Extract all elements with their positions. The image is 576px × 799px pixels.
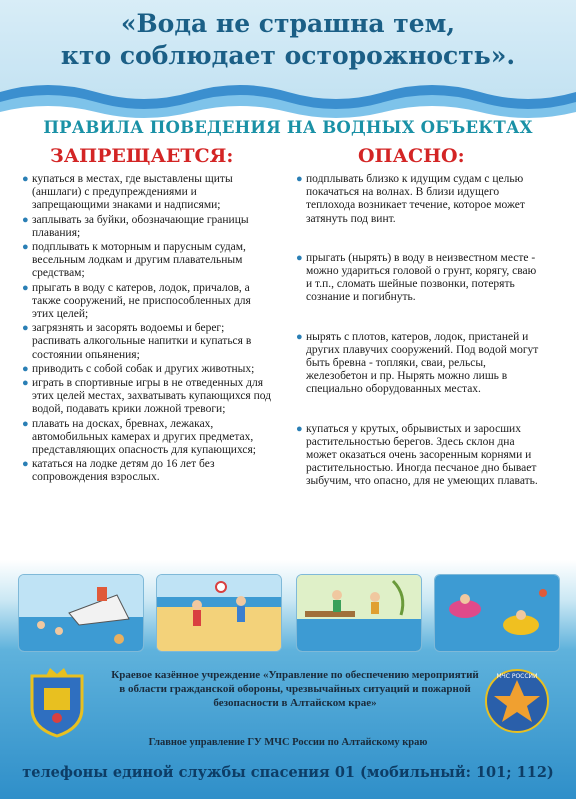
illustration-beach-ball-game: [156, 574, 282, 652]
forbidden-heading: ЗАПРЕЩАЕТСЯ:: [50, 145, 234, 167]
bullet-icon: ●: [22, 458, 29, 471]
poster-headline: [0, 8, 576, 72]
bullet-icon: ●: [22, 173, 29, 185]
list-item: ● кататься на лодке детям до 16 лет без сопровождения взрослых.: [22, 458, 215, 484]
bullet-icon: ●: [22, 417, 29, 430]
headline-line-2: кто соблюдает осторожность».: [60, 41, 516, 70]
bullet-icon: ●: [296, 251, 303, 264]
list-item: ● плавать на досках, бревнах, лежаках, автомобильных камерах и других предметах, представляющих опасность для купающихся;: [22, 417, 256, 457]
bullet-icon: ●: [22, 281, 29, 294]
dangerous-list: [296, 173, 542, 515]
dangerous-heading: ОПАСНО:: [358, 145, 465, 167]
bullet-icon: ●: [296, 173, 303, 185]
list-item: ● купаться у крутых, обрывистых и заросших растительностью берегов. Здесь склон дна может оказаться очень засоренным корнями и растительностью. Иногда песчаное дно бывает зыбучим, что опасно, для не умеющих плавать.: [296, 422, 538, 488]
illustration-diving-from-pier: [296, 574, 422, 652]
bullet-icon: ●: [22, 322, 29, 335]
bullet-icon: ●: [22, 377, 29, 390]
svg-text:МЧС РОССИИ: МЧС РОССИИ: [496, 673, 538, 680]
list-item: ● прыгать (нырять) в воду в неизвестном месте - можно удариться головой о грунт, корягу, сваю и т.п., сломать шейные позвонки, потерять сознание и погибнуть.: [296, 251, 537, 304]
emergency-phones: телефоны единой службы спасения 01 (мобильный: 101; 112): [22, 764, 554, 781]
illustration-floating-rings: [434, 574, 560, 652]
headline-line-1: «Вода не страшна тем,: [120, 9, 456, 38]
forbidden-list: [22, 173, 272, 486]
list-item: ● нырять с плотов, катеров, лодок, пристаней и других плавучих сооружений. Под водой могут быть бревна - топляки, сваи, рельсы, железобетон и пр. Нырять можно лишь в специально оборудованных местах.: [296, 330, 539, 396]
bullet-icon: ●: [22, 213, 29, 226]
emercom-russia-emblem: [484, 668, 550, 734]
ministry-name: Главное управление ГУ МЧС России по Алтайскому краю: [148, 737, 428, 748]
institution-name: Краевое казённое учреждение «Управление по обеспечению мероприятий в области гражданской обороны, чрезвычайных ситуаций и пожарной безопасности в Алтайском крае»: [111, 669, 479, 709]
bullet-icon: ●: [22, 362, 29, 375]
list-item: ● загрязнять и засорять водоемы и берег; распивать алкогольные напитки и купаться в состоянии опьянения;: [22, 322, 252, 361]
bullet-icon: ●: [296, 330, 303, 343]
list-item: ● прыгать в воду с катеров, лодок, причалов, а также сооружений, не приспособленных для этих целей;: [22, 281, 251, 321]
list-item: ● подплывать к моторным и парусным судам, весельным лодкам и другим плавательным средствам;: [22, 241, 246, 280]
list-item: ● заплывать за буйки, обозначающие границы плавания;: [22, 213, 249, 239]
illustration-ship-swimmers: [18, 574, 144, 652]
altai-coat-of-arms-emblem: [26, 668, 88, 738]
bullet-icon: ●: [22, 241, 29, 254]
rules-title: ПРАВИЛА ПОВЕДЕНИЯ НА ВОДНЫХ ОБЪЕКТАХ: [43, 118, 533, 137]
list-item: ● подплывать близко к идущим судам с целью покачаться на волнах. В близи идущего теплохода возникает течение, которое может затянуть под винт.: [296, 173, 525, 225]
list-item: ● приводить с собой собак и других животных;: [22, 362, 255, 375]
list-item: ● купаться в местах, где выставлены щиты (аншлаги) с предупреждениями и запрещающими знаками и надписями;: [22, 173, 233, 212]
bullet-icon: ●: [296, 422, 303, 435]
illustration-strip: [18, 574, 558, 652]
list-item: ● играть в спортивные игры в не отведенных для этих целей местах, захватывать купающихся под водой, подавать крики ложной тревоги;: [22, 377, 272, 416]
